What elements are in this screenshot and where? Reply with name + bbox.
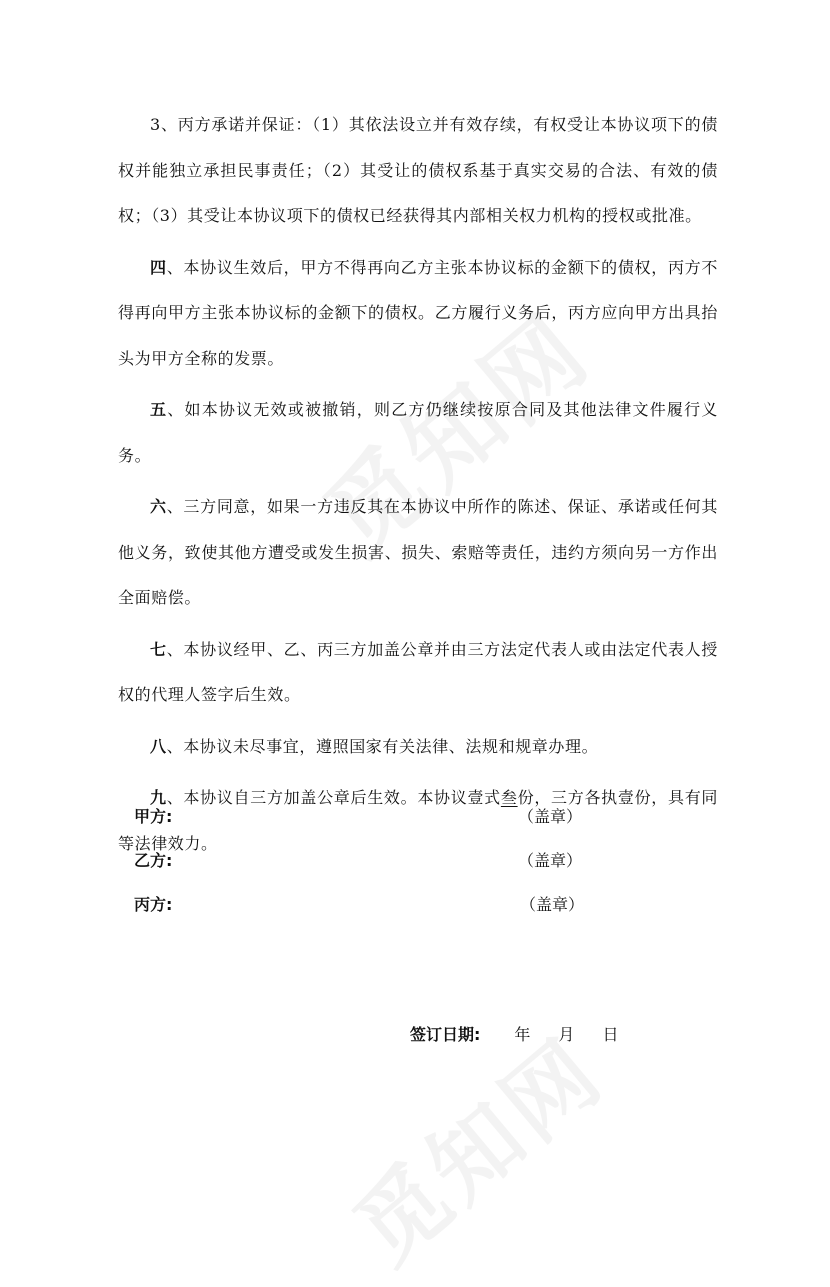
party-a-label: 甲方: xyxy=(134,807,173,826)
copies-count: 叁 xyxy=(500,788,518,807)
clause-8 xyxy=(118,724,718,770)
clause-text: 、如本协议无效或被撤销，则乙方仍继续按原合同及其他法律文件履行义务。 xyxy=(118,400,718,465)
agreement-body xyxy=(118,102,718,866)
clause-text: 、本协议经甲、乙、丙三方加盖公章并由三方法定代表人或由法定代表人授权的代理人签字后生效。 xyxy=(118,639,718,704)
clause-text: 、本协议未尽事宜，遵照国家有关法律、法规和规章办理。 xyxy=(166,736,599,756)
signing-date xyxy=(410,1022,618,1045)
clause-4 xyxy=(118,245,718,382)
party-b-seal: （盖章） xyxy=(518,851,583,870)
signing-date-label: 签订日期: xyxy=(410,1025,481,1044)
clause-7 xyxy=(118,627,718,718)
day-label: 日 xyxy=(602,1025,619,1044)
party-a-seal: （盖章） xyxy=(518,807,583,826)
party-a-row xyxy=(134,804,594,834)
party-c-seal: （盖章） xyxy=(520,895,585,914)
clause-text: 、本协议自三方加盖公章后生效。本协议壹式 xyxy=(166,788,501,807)
clause-number: 五 xyxy=(150,400,168,419)
clause-number: 四 xyxy=(150,257,167,277)
clause-number: 七 xyxy=(150,639,167,659)
clause-6 xyxy=(118,484,718,621)
clause-3-guarantee xyxy=(118,102,718,239)
clause-number: 六 xyxy=(150,497,167,516)
clause-text: 份，三方各执壹份，具有同等法律效力。 xyxy=(118,788,718,853)
month-label: 月 xyxy=(558,1025,575,1044)
party-c-row xyxy=(134,892,594,922)
clause-number: 八 xyxy=(150,736,167,756)
party-b-row xyxy=(134,848,594,878)
watermark xyxy=(322,1003,626,1287)
clause-text: 3、丙方承诺并保证：（1）其依法设立并有效存续，有权受让本协议项下的债权并能独立承担民事责任；（2）其受让的债权系基于真实交易的合法、有效的债权；（3）其受让本协议项下的债权已经获得其内部相关权力机构的授权或批准。 xyxy=(118,115,718,225)
party-b-label: 乙方: xyxy=(134,851,173,870)
year-label: 年 xyxy=(514,1025,531,1044)
clause-5 xyxy=(118,387,718,478)
clause-number: 九 xyxy=(150,788,167,807)
party-c-label: 丙方: xyxy=(134,895,173,914)
clause-text: 、三方同意，如果一方违反其在本协议中所作的陈述、保证、承诺或任何其他义务，致使其他方遭受或发生损害、损失、索赔等责任，违约方须向另一方作出全面赔偿。 xyxy=(118,497,718,607)
clause-text: 、本协议生效后，甲方不得再向乙方主张本协议标的金额下的债权，丙方不得再向甲方主张本协议标的金额下的债权。乙方履行义务后，丙方应向甲方出具抬头为甲方全称的发票。 xyxy=(118,257,718,368)
